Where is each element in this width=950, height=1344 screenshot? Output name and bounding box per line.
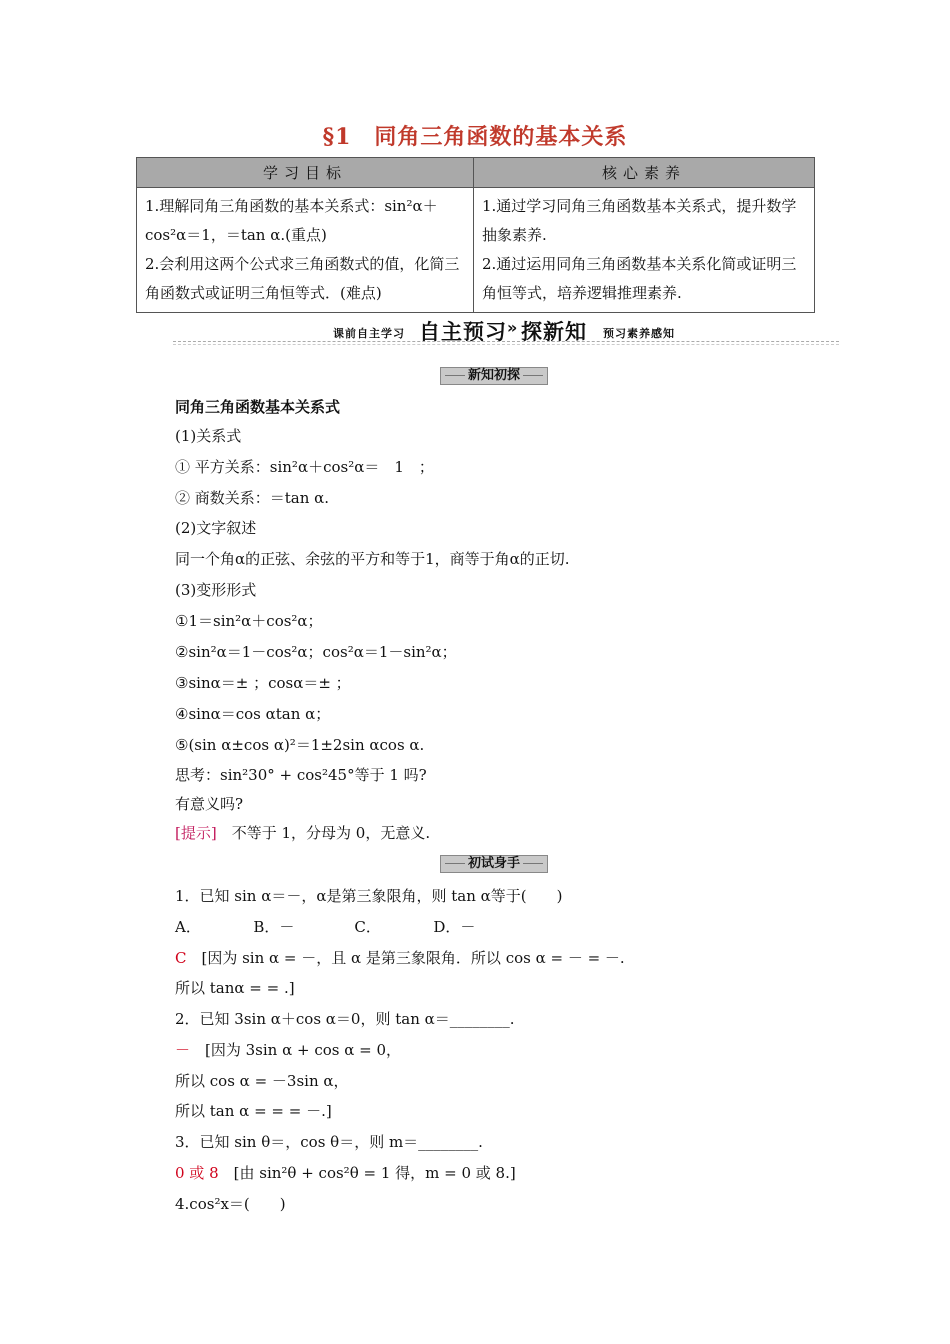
goals-table [136, 157, 815, 313]
banner-left-label: 课前自主学习 [333, 327, 405, 340]
section-tag-new-knowledge: 新知初探 [440, 367, 548, 385]
banner-arrow-icon: » [507, 318, 519, 337]
banner-divider-2 [173, 344, 839, 345]
goals-header-literacy: 核心素养 [474, 158, 815, 188]
line-quotient-relation: ② 商数关系：＝tan α. [175, 489, 330, 507]
goals-objectives-cell [137, 188, 474, 313]
line-text-statement: (2)文字叙述 [175, 519, 257, 537]
exercise-3: 3．已知 sin θ＝，cos θ＝，则 m＝________. [175, 1133, 483, 1151]
banner-right-label: 预习素养感知 [603, 327, 675, 340]
objective-2: 2.会利用这两个公式求三角函数式的值，化简三角函数式或证明三角恒等式．(难点) [145, 255, 460, 302]
line-relations: (1)关系式 [175, 427, 242, 445]
literacy-2: 2.通过运用同角三角函数基本关系化简或证明三角恒等式，培养逻辑推理素养. [482, 255, 797, 302]
exercise-2-answer-line3: 所以 tan α = = = －.] [175, 1102, 332, 1120]
exercise-4: 4.cos²x＝( ) [175, 1195, 286, 1213]
think-question: 思考：sin²30° + cos²45°等于 1 吗? [175, 766, 427, 784]
banner-title-2: 探新知 [521, 320, 587, 344]
exercise-1-answer: C [因为 sin α = －，且 α 是第三象限角．所以 cos α = － = －. [175, 949, 625, 967]
exercise-2: 2．已知 3sin α＋cos α＝0，则 tan α＝________. [175, 1010, 515, 1028]
line-square-relation: ① 平方关系：sin²α＋cos²α＝ 1 ； [175, 458, 434, 476]
variant-4: ④sinα＝cos αtan α； [175, 705, 331, 723]
goals-literacy-cell [474, 188, 815, 313]
line-variants: (3)变形形式 [175, 581, 257, 599]
objective-1: 1.理解同角三角函数的基本关系式：sin²α＋cos²α＝1，＝tan α.(重点) [145, 197, 438, 244]
page-title: §1 同角三角函数的基本关系 [322, 124, 628, 150]
exercise-2-answer: － [因为 3sin α + cos α = 0， [175, 1041, 402, 1059]
line-statement-body: 同一个角α的正弦、余弦的平方和等于1，商等于角α的正切. [175, 550, 570, 568]
heading-relations: 同角三角函数基本关系式 [175, 398, 341, 416]
exercise-1-options: A． B．－ C． D．－ [175, 918, 476, 936]
banner-divider [173, 341, 839, 342]
preview-banner [173, 314, 839, 344]
variant-1: ①1＝sin²α＋cos²α； [175, 612, 323, 630]
hint-answer: [提示] 不等于 1，分母为 0，无意义. [175, 824, 431, 842]
banner-title: 自主预习 [419, 320, 507, 344]
variant-5: ⑤(sin α±cos α)²＝1±2sin αcos α. [175, 736, 425, 754]
goals-header-objectives: 学习目标 [137, 158, 474, 188]
exercise-1: 1．已知 sin α＝－，α是第三象限角，则 tan α等于( ) [175, 887, 563, 905]
exercise-1-answer-cont: 所以 tanα = = .] [175, 979, 295, 997]
variant-3: ③sinα＝± ；cosα＝± ； [175, 674, 351, 692]
variant-2: ②sin²α＝1－cos²α；cos²α＝1－sin²α； [175, 643, 457, 661]
exercise-2-answer-line2: 所以 cos α = －3sin α， [175, 1072, 349, 1090]
section-tag-try: 初试身手 [440, 855, 548, 873]
exercise-3-answer: 0 或 8 [由 sin²θ + cos²θ = 1 得，m = 0 或 8.] [175, 1164, 516, 1182]
literacy-1: 1.通过学习同角三角函数基本关系式，提升数学抽象素养. [482, 197, 797, 244]
think-question-2: 有意义吗? [175, 795, 244, 813]
